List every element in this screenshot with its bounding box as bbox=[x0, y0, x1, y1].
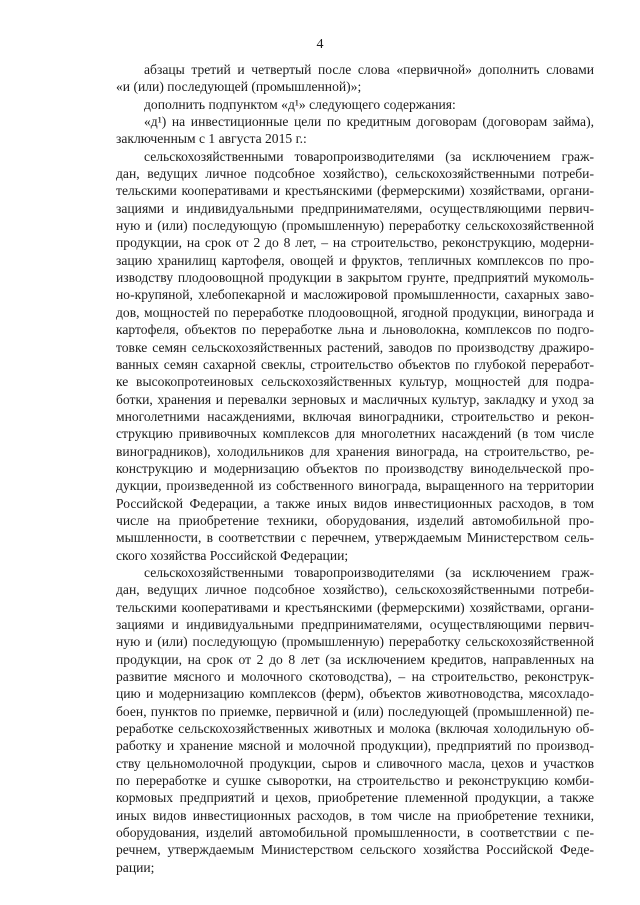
text-line: ванных семян сахарной свеклы, строительство объектов по глубокой переработ- bbox=[116, 356, 594, 372]
text-line: боен, пунктов по приемке, первичной и (или) последующей (промышленной) пе- bbox=[116, 703, 594, 719]
text-line: сельскохозяйственными товаропроизводителями (за исключением граж- bbox=[144, 148, 594, 164]
text-line: зацию хранилищ картофеля, овощей и фруктов, тепличных комплексов по про- bbox=[116, 252, 594, 268]
text-line: ского хозяйства Российской Федерации; bbox=[116, 547, 349, 563]
text-line: «и (или) последующей (промышленной)»; bbox=[116, 79, 362, 95]
text-line: рации; bbox=[116, 859, 155, 875]
text-line: цию и модернизацию комплексов (ферм), объектов животноводства, мясохладо- bbox=[116, 686, 594, 702]
text-line: сельскохозяйственными товаропроизводителями (за исключением граж- bbox=[144, 564, 594, 580]
page-number: 4 bbox=[316, 37, 324, 52]
text-line: речнем, утверждаемым Министерством сельского хозяйства Российской Феде- bbox=[116, 842, 594, 858]
text-line: многолетними насаждениями, включая виноградники, строительство и рекон- bbox=[116, 408, 594, 424]
text-line: изводству плодоовощной продукции в закрытом грунте, предприятий мукомоль- bbox=[116, 270, 594, 286]
text-line: зациями и индивидуальными предпринимателями, осуществляющими первич- bbox=[116, 617, 594, 632]
text-line: виноградников), холодильников для хранения винограда, на строительство, ре- bbox=[116, 443, 594, 459]
text-line: дан, ведущих личное подсобное хозяйство), сельскохозяйственными потреби- bbox=[116, 166, 594, 182]
text-line: товке семян сельскохозяйственных растений, заводов по производству дражиро- bbox=[116, 339, 594, 355]
text-line: дополнить подпунктом «д¹» следующего содержания: bbox=[144, 96, 456, 112]
text-line: ке высокопротеиновых сельскохозяйственных культур, мощностей для подра- bbox=[116, 374, 594, 390]
document-body bbox=[116, 61, 594, 876]
text-line: реработке сельскохозяйственных животных и молока (включая холодильную об- bbox=[116, 721, 594, 737]
text-line: числе на приобретение техники, оборудования, изделий автомобильной про- bbox=[116, 512, 594, 528]
text-line: Российской Федерации, а также иных видов инвестиционных расходов, в том bbox=[116, 495, 594, 511]
text-line: работку и хранение мясной и молочной продукции), предприятий по производ- bbox=[116, 738, 594, 754]
text-line: «д¹) на инвестиционные цели по кредитным договорам (договорам займа), bbox=[144, 114, 594, 130]
text-line: дан, ведущих личное подсобное хозяйство), сельскохозяйственными потреби- bbox=[116, 582, 594, 598]
text-line: дов, мощностей по переработке плодоовощной, ягодной продукции, винограда и bbox=[116, 304, 594, 320]
text-line: струкцию прививочных комплексов для многолетних насаждений (в том числе bbox=[116, 426, 594, 442]
text-line: тельскими кооперативами и крестьянскими (фермерскими) хозяйствами, органи- bbox=[116, 183, 594, 199]
text-line: развитие мясного и молочного скотоводства), – на строительство, реконструк- bbox=[116, 669, 594, 685]
text-line: мышленности, в соответствии с перечнем, утверждаемым Министерством сель- bbox=[116, 530, 594, 546]
text-line: тельскими кооперативами и крестьянскими (фермерскими) хозяйствами, органи- bbox=[116, 599, 594, 615]
text-line: ботки, хранения и перевалки зерновых и масличных культур, закладку и уход за bbox=[116, 391, 594, 407]
text-line: зациями и индивидуальными предпринимателями, осуществляющими первич- bbox=[116, 200, 594, 216]
text-line: заключенным с 1 августа 2015 г.: bbox=[116, 131, 307, 147]
text-line: продукции, на срок от 2 до 8 лет (за исключением кредитов, направленных на bbox=[116, 651, 594, 667]
text-line: дукции, произведенной из собственного винограда, выращенного на территории bbox=[116, 478, 594, 494]
text-line: продукции, на срок от 2 до 8 лет, – на строительство, реконструкцию, модерни- bbox=[116, 235, 594, 251]
text-line: конструкцию и модернизацию объектов по производству винодельческой про- bbox=[116, 460, 594, 476]
text-line: иных видов инвестиционных расходов, в том числе на приобретение техники, bbox=[116, 807, 594, 823]
text-line: но-крупяной, хлебопекарной и масложировой промышленности, сахарных заво- bbox=[116, 287, 594, 303]
text-line: оборудования, изделий автомобильной промышленности, в соответствии с пе- bbox=[116, 825, 594, 841]
text-line: ную и (или) последующую (промышленную) переработку сельскохозяйственной bbox=[116, 634, 594, 650]
text-line: ную и (или) последующую (промышленную) переработку сельскохозяйственной bbox=[116, 218, 594, 234]
text-line: по переработке и сушке сыворотки, на строительство и реконструкцию комби- bbox=[116, 773, 594, 789]
text-line: картофеля, объектов по переработке льна и льноволокна, комплексов по подго- bbox=[116, 322, 594, 338]
text-line: абзацы третий и четвертый после слова «первичной» дополнить словами bbox=[144, 62, 594, 77]
text-line: кормовых предприятий и цехов, приобретение племенной продукции, а также bbox=[116, 790, 594, 806]
text-line: ству цельномолочной продукции, сыров и сливочного масла, цехов и участков bbox=[116, 755, 594, 771]
